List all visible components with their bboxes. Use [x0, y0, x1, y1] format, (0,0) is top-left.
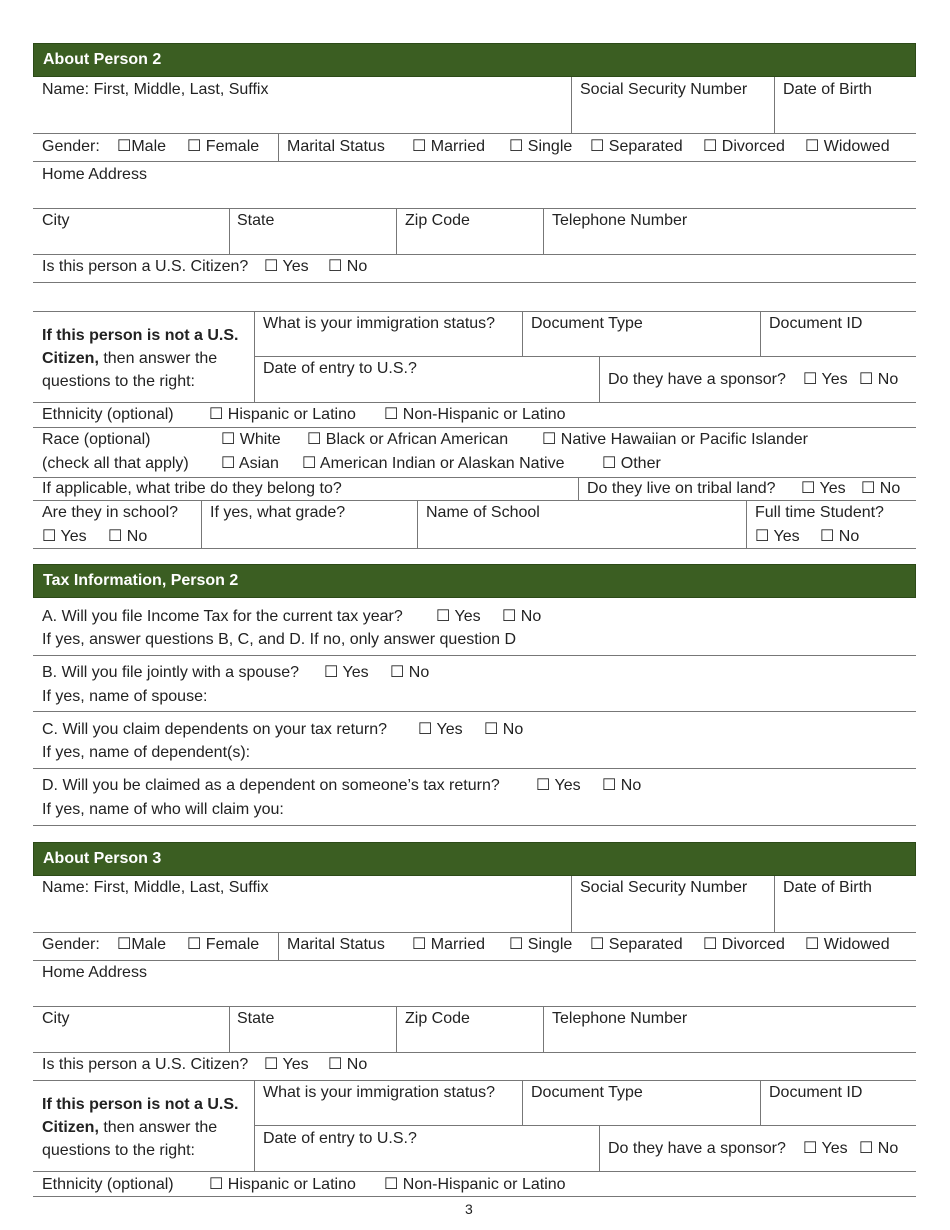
person2-immigration-status-label: What is your immigration status?: [263, 315, 496, 332]
person3-citizen-question: Is this person a U.S. Citizen?: [42, 1056, 249, 1073]
person3-home-address-label: Home Address: [42, 964, 147, 981]
person3-hispanic-checkbox[interactable]: ☐ Hispanic or Latino: [209, 1176, 356, 1193]
person2-race-american-indian-checkbox[interactable]: ☐ American Indian or Alaskan Native: [302, 455, 565, 472]
person3-sponsor-question: Do they have a sponsor?: [608, 1140, 786, 1157]
person2-document-type-label: Document Type: [531, 315, 643, 332]
person2-tribal-land-yes-checkbox[interactable]: ☐ Yes: [801, 480, 846, 497]
person2-school-no-checkbox[interactable]: ☐ No: [108, 528, 148, 545]
person2-grade-question: If yes, what grade?: [210, 504, 346, 521]
tax-d-note: If yes, name of who will claim you:: [42, 801, 284, 818]
tax-d-yes-checkbox[interactable]: ☐ Yes: [536, 777, 581, 794]
person3-document-id-label: Document ID: [769, 1084, 863, 1101]
tax-a-yes-checkbox[interactable]: ☐ Yes: [436, 608, 481, 625]
person3-noncitizen-instructions: If this person is not a U.S. Citizen, then answer the questions to the right:: [42, 1096, 239, 1159]
person2-non-hispanic-checkbox[interactable]: ☐ Non-Hispanic or Latino: [384, 406, 566, 423]
person2-fulltime-yes-checkbox[interactable]: ☐ Yes: [755, 528, 800, 545]
person2-race-label: Race (optional): [42, 431, 151, 448]
person2-sponsor-question: Do they have a sponsor?: [608, 371, 786, 388]
person3-marital-label: Marital Status: [287, 936, 385, 953]
person2-married-checkbox[interactable]: ☐ Married: [412, 138, 486, 155]
tax-c-no-checkbox[interactable]: ☐ No: [484, 721, 524, 738]
person2-gender-female-checkbox[interactable]: ☐ Female: [187, 138, 260, 155]
person3-separated-checkbox[interactable]: ☐ Separated: [590, 936, 683, 953]
tax-d-no-checkbox[interactable]: ☐ No: [602, 777, 642, 794]
tax-b-no-checkbox[interactable]: ☐ No: [390, 664, 430, 681]
person3-section-header: About Person 3: [33, 842, 916, 876]
person3-city-label: City: [42, 1010, 70, 1027]
person2-tribal-land-no-checkbox[interactable]: ☐ No: [861, 480, 901, 497]
person2-section-header: About Person 2: [33, 43, 916, 77]
person2-race-other-checkbox[interactable]: ☐ Other: [602, 455, 661, 472]
person3-ethnicity-label: Ethnicity (optional): [42, 1176, 174, 1193]
person2-state-label: State: [237, 212, 275, 229]
person2-citizen-question: Is this person a U.S. Citizen?: [42, 258, 249, 275]
person2-dob-label: Date of Birth: [783, 81, 872, 98]
tax-c-yes-checkbox[interactable]: ☐ Yes: [418, 721, 463, 738]
person2-single-checkbox[interactable]: ☐ Single: [509, 138, 573, 155]
page-number: 3: [465, 1201, 473, 1217]
tax-b-question: B. Will you file jointly with a spouse?: [42, 664, 299, 681]
person3-sponsor-yes-checkbox[interactable]: ☐ Yes: [803, 1140, 848, 1157]
person2-entry-date-label: Date of entry to U.S.?: [263, 360, 417, 377]
person2-noncitizen-instructions: If this person is not a U.S. Citizen, then answer the questions to the right:: [42, 327, 239, 390]
person2-sponsor-no-checkbox[interactable]: ☐ No: [859, 371, 899, 388]
person3-married-checkbox[interactable]: ☐ Married: [412, 936, 486, 953]
person3-gender-female-checkbox[interactable]: ☐ Female: [187, 936, 260, 953]
person3-immigration-status-label: What is your immigration status?: [263, 1084, 496, 1101]
person3-widowed-checkbox[interactable]: ☐ Widowed: [805, 936, 890, 953]
person2-race-white-checkbox[interactable]: ☐ White: [221, 431, 281, 448]
person3-gender-label: Gender:: [42, 936, 100, 953]
tax-section-header: Tax Information, Person 2: [33, 564, 916, 598]
person3-document-type-label: Document Type: [531, 1084, 643, 1101]
person3-sponsor-no-checkbox[interactable]: ☐ No: [859, 1140, 899, 1157]
person2-tribe-question: If applicable, what tribe do they belong to?: [42, 480, 342, 497]
person3-single-checkbox[interactable]: ☐ Single: [509, 936, 573, 953]
person2-tribal-land-question: Do they live on tribal land?: [587, 480, 776, 497]
tax-a-note: If yes, answer questions B, C, and D. If no, only answer question D: [42, 631, 517, 648]
person2-race-hawaiian-checkbox[interactable]: ☐ Native Hawaiian or Pacific Islander: [542, 431, 809, 448]
person2-race-black-checkbox[interactable]: ☐ Black or African American: [307, 431, 509, 448]
tax-a-no-checkbox[interactable]: ☐ No: [502, 608, 542, 625]
person2-divorced-checkbox[interactable]: ☐ Divorced: [703, 138, 785, 155]
tax-b-note: If yes, name of spouse:: [42, 688, 208, 705]
tax-c-note: If yes, name of dependent(s):: [42, 744, 251, 761]
person3-citizen-no-checkbox[interactable]: ☐ No: [328, 1056, 368, 1073]
tax-d-question: D. Will you be claimed as a dependent on someone’s tax return?: [42, 777, 500, 794]
person2-race-asian-checkbox[interactable]: ☐ Asian: [221, 455, 279, 472]
person2-city-label: City: [42, 212, 70, 229]
person2-fulltime-question: Full time Student?: [755, 504, 884, 521]
person2-document-id-label: Document ID: [769, 315, 863, 332]
person3-ssn-label: Social Security Number: [580, 879, 748, 896]
person2-school-yes-checkbox[interactable]: ☐ Yes: [42, 528, 87, 545]
person2-widowed-checkbox[interactable]: ☐ Widowed: [805, 138, 890, 155]
person3-citizen-yes-checkbox[interactable]: ☐ Yes: [264, 1056, 309, 1073]
person2-phone-label: Telephone Number: [552, 212, 688, 229]
tax-b-yes-checkbox[interactable]: ☐ Yes: [324, 664, 369, 681]
person2-fulltime-no-checkbox[interactable]: ☐ No: [820, 528, 860, 545]
tax-a-question: A. Will you file Income Tax for the current tax year?: [42, 608, 403, 625]
person3-name-label: Name: First, Middle, Last, Suffix: [42, 879, 269, 896]
person2-separated-checkbox[interactable]: ☐ Separated: [590, 138, 683, 155]
person3-zip-label: Zip Code: [405, 1010, 470, 1027]
person2-citizen-yes-checkbox[interactable]: ☐ Yes: [264, 258, 309, 275]
person2-home-address-label: Home Address: [42, 166, 147, 183]
person2-sponsor-yes-checkbox[interactable]: ☐ Yes: [803, 371, 848, 388]
person2-gender-male-checkbox[interactable]: ☐Male: [117, 138, 167, 155]
person3-non-hispanic-checkbox[interactable]: ☐ Non-Hispanic or Latino: [384, 1176, 566, 1193]
tax-c-question: C. Will you claim dependents on your tax return?: [42, 721, 388, 738]
person2-marital-label: Marital Status: [287, 138, 385, 155]
person2-name-label: Name: First, Middle, Last, Suffix: [42, 81, 269, 98]
person3-phone-label: Telephone Number: [552, 1010, 688, 1027]
person2-school-question: Are they in school?: [42, 504, 179, 521]
person3-divorced-checkbox[interactable]: ☐ Divorced: [703, 936, 785, 953]
person2-race-check-note: (check all that apply): [42, 455, 189, 472]
person2-school-name-label: Name of School: [426, 504, 540, 521]
person3-gender-male-checkbox[interactable]: ☐Male: [117, 936, 167, 953]
person2-ethnicity-label: Ethnicity (optional): [42, 406, 174, 423]
person2-gender-label: Gender:: [42, 138, 100, 155]
person3-state-label: State: [237, 1010, 275, 1027]
person2-zip-label: Zip Code: [405, 212, 470, 229]
person2-hispanic-checkbox[interactable]: ☐ Hispanic or Latino: [209, 406, 356, 423]
person3-dob-label: Date of Birth: [783, 879, 872, 896]
person2-citizen-no-checkbox[interactable]: ☐ No: [328, 258, 368, 275]
person3-entry-date-label: Date of entry to U.S.?: [263, 1130, 417, 1147]
person2-ssn-label: Social Security Number: [580, 81, 748, 98]
